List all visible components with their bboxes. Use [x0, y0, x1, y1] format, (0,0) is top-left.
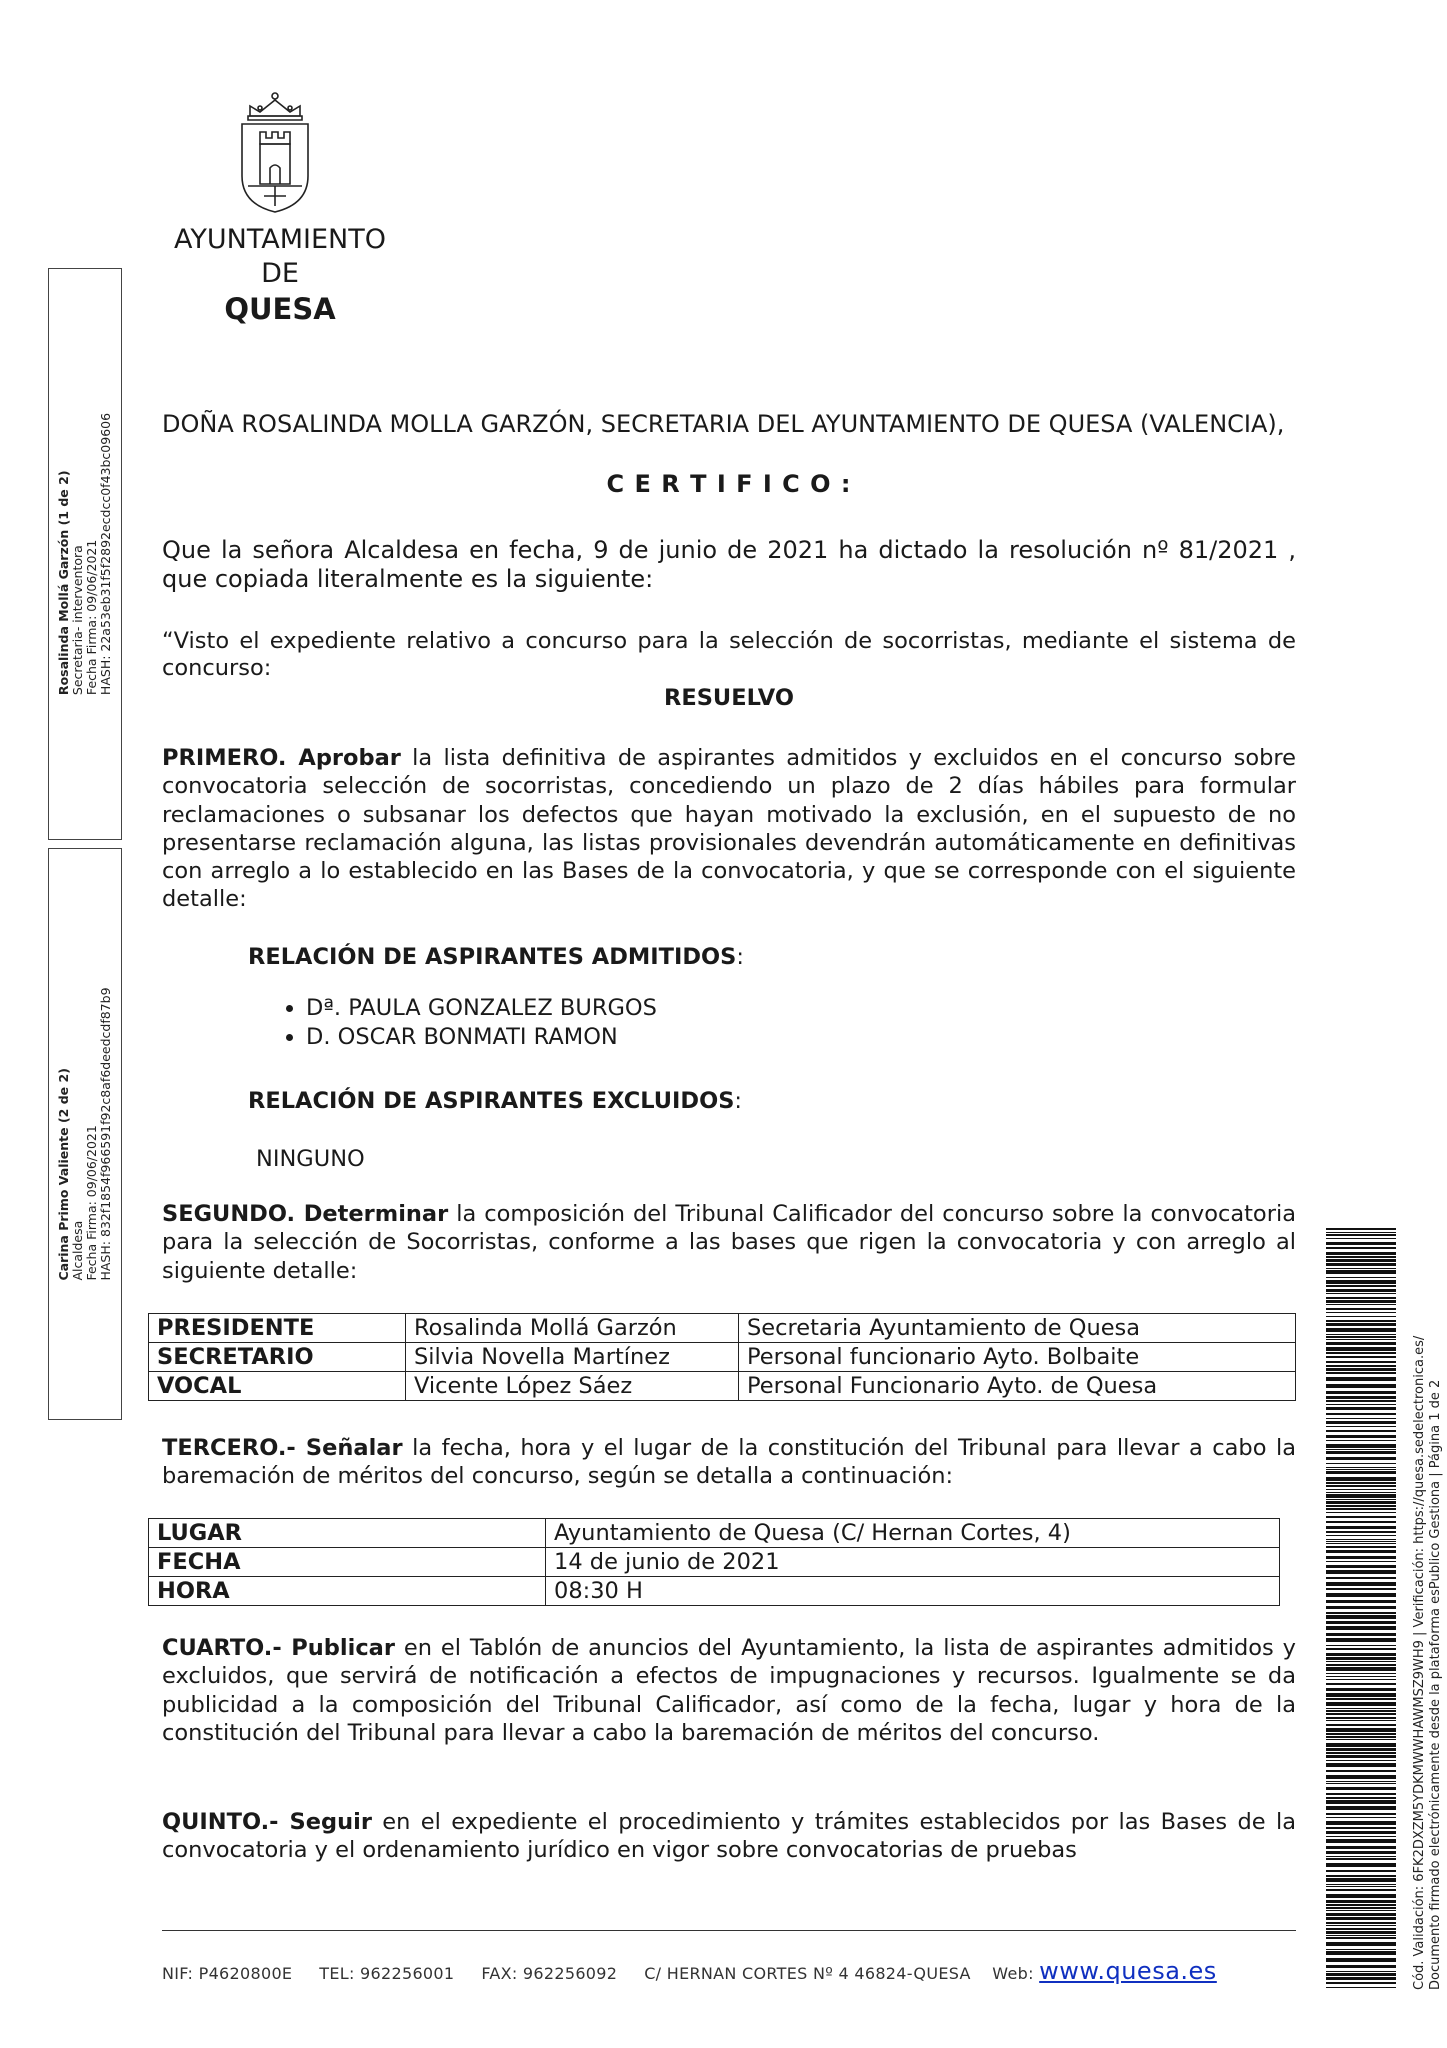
barcode-bar	[1326, 1270, 1396, 1274]
barcode-bar	[1326, 1797, 1396, 1799]
barcode-bar	[1326, 1904, 1396, 1906]
excluidos-heading	[248, 1088, 742, 1114]
barcode-bar	[1326, 1485, 1396, 1487]
admitidos-list	[248, 994, 657, 1052]
cuarto-label: CUARTO.- Publicar	[162, 1635, 395, 1661]
barcode-bar	[1326, 1942, 1396, 1946]
validation-text	[1412, 1336, 1444, 1990]
website-link[interactable]: www.quesa.es	[1039, 1957, 1217, 1985]
table-cell: Vicente López Sáez	[406, 1372, 739, 1401]
barcode-bar	[1326, 1550, 1396, 1553]
barcode-bar	[1326, 1285, 1396, 1287]
barcode-bar	[1326, 1463, 1396, 1464]
table-row	[149, 1314, 1296, 1343]
barcode-bar	[1326, 1365, 1396, 1367]
barcode-bar	[1326, 1312, 1396, 1313]
table-row	[149, 1577, 1280, 1606]
barcode-bar	[1326, 1577, 1396, 1579]
primero-text: la lista definitiva de aspirantes admitidos y excluidos en el concurso sobre convocatoria selección de socorristas, concediendo un plazo de 2 días hábiles para formular reclamaciones o subsanar los defectos que hayan motivado la exclusión, en el supuesto de no presentarse reclamación alguna, las listas provisionales devendrán automáticamente en definitivas con arreglo a lo establecido en las Bases de la convocatoria, y que se corresponde con el siguiente detalle:	[162, 745, 1297, 913]
barcode-bar	[1326, 1664, 1396, 1666]
barcode-bar	[1326, 1277, 1396, 1278]
barcode-bar	[1326, 1440, 1396, 1441]
barcode-bar	[1326, 1482, 1396, 1484]
barcode-bar	[1326, 1449, 1396, 1450]
barcode-bar	[1326, 1582, 1396, 1586]
barcode-bar	[1326, 1407, 1396, 1410]
barcode-bar	[1326, 1352, 1396, 1354]
barcode-bar	[1326, 1713, 1396, 1715]
footer-nif: NIF: P4620800E	[162, 1964, 293, 1983]
barcode-bar	[1326, 1477, 1396, 1481]
barcode-bar	[1326, 1698, 1396, 1700]
barcode-bar	[1326, 1870, 1396, 1872]
signature-date: Fecha Firma: 09/06/2021	[84, 539, 99, 696]
barcode-bar	[1326, 1928, 1396, 1930]
segundo-text: la composición del Tribunal Calificador del concurso sobre la convocatoria para la selección de Socorristas, conforme a las bases que rigen la convocatoria y con arreglo al siguiente detalle:	[162, 1201, 1296, 1284]
barcode-bar	[1326, 1626, 1396, 1630]
barcode-bar	[1326, 1435, 1396, 1438]
list-item: • D. OSCAR BONMATI RAMON	[306, 1023, 657, 1052]
admitidos-heading	[248, 944, 744, 970]
barcode-bar	[1326, 1800, 1396, 1804]
barcode-bar	[1326, 1683, 1396, 1685]
barcode-bar	[1326, 1667, 1396, 1671]
barcode-bar	[1326, 1400, 1396, 1402]
barcode-bar	[1326, 1280, 1396, 1284]
barcode-bar	[1326, 1426, 1396, 1427]
footer-tel: TEL: 962256001	[319, 1964, 455, 1983]
barcode-bar	[1326, 1494, 1396, 1498]
barcode-bar	[1326, 1268, 1396, 1269]
barcode-bar	[1326, 1856, 1396, 1857]
barcode-bar	[1326, 1839, 1396, 1843]
barcode-bar	[1326, 1965, 1396, 1968]
signer-role: Secretaria- interventora	[70, 545, 85, 696]
admitidos-heading-text: RELACIÓN DE ASPIRANTES ADMITIDOS	[248, 944, 737, 970]
tercero-text: la fecha, hora y el lugar de la constitución del Tribunal para llevar a cabo la baremación de méritos del concurso, según se detalla a continuación:	[162, 1435, 1296, 1490]
barcode-bar	[1326, 1858, 1396, 1860]
colon: :	[736, 944, 744, 970]
table-cell: LUGAR	[149, 1519, 546, 1548]
tercero-label: TERCERO.- Señalar	[162, 1435, 403, 1461]
segundo-label: SEGUNDO. Determinar	[162, 1201, 449, 1227]
barcode-bar	[1326, 1813, 1396, 1815]
barcode-bar	[1326, 1931, 1396, 1934]
paragraph-cuarto	[162, 1634, 1296, 1747]
table-cell: 08:30 H	[546, 1577, 1280, 1606]
coat-of-arms-icon	[230, 86, 320, 216]
list-item: • Dª. PAULA GONZALEZ BURGOS	[306, 994, 657, 1023]
tribunal-table	[148, 1313, 1296, 1401]
signer-name: Carina Primo Valiente (2 de 2)	[56, 1068, 71, 1281]
validation-line: Documento firmado electrónicamente desde la plataforma esPublico Gestiona | Página 1 de 2	[1428, 1379, 1443, 1990]
table-cell: SECRETARIO	[149, 1343, 406, 1372]
barcode-bar	[1326, 1982, 1396, 1984]
barcode-bar	[1326, 1633, 1396, 1636]
barcode-bar	[1326, 1531, 1396, 1533]
barcode-bar	[1326, 1736, 1396, 1738]
barcode-bar	[1326, 1228, 1396, 1230]
barcode-bar	[1326, 1543, 1396, 1544]
ninguno-text: NINGUNO	[256, 1146, 365, 1172]
barcode-bar	[1326, 1471, 1396, 1474]
barcode-bar	[1326, 1546, 1396, 1548]
paragraph-resolution: Que la señora Alcaldesa en fecha, 9 de junio de 2021 ha dictado la resolución nº 81/2021 , que copiada literalmente es la siguiente:	[162, 536, 1296, 593]
barcode-bar	[1326, 1886, 1396, 1887]
barcode-bar	[1326, 1556, 1396, 1559]
primero-label: PRIMERO. Aprobar	[162, 745, 401, 771]
barcode-bar	[1326, 1787, 1396, 1790]
barcode-bar	[1326, 1565, 1396, 1568]
table-cell: Personal Funcionario Ayto. de Quesa	[739, 1372, 1296, 1401]
barcode-bar	[1326, 1653, 1396, 1656]
barcode-icon	[1326, 1228, 1396, 1988]
barcode-bar	[1326, 1770, 1396, 1772]
barcode-bar	[1326, 1720, 1396, 1721]
barcode-bar	[1326, 1320, 1396, 1322]
paragraph-visto: “Visto el expediente relativo a concurso para la selección de socorristas, mediante el sistema de concurso:	[162, 628, 1296, 681]
signer-role: Alcaldesa	[70, 1220, 85, 1281]
barcode-bar	[1326, 1937, 1396, 1939]
barcode-bar	[1326, 1661, 1396, 1662]
barcode-bar	[1326, 1763, 1396, 1767]
barcode-bar	[1326, 1501, 1396, 1504]
barcode-bar	[1326, 1539, 1396, 1540]
signature-box-2	[48, 848, 122, 1420]
barcode-bar	[1326, 1973, 1396, 1976]
resuelvo-heading: RESUELVO	[664, 685, 794, 711]
barcode-bar	[1326, 1336, 1396, 1338]
barcode-bar	[1326, 1469, 1396, 1470]
barcode-bar	[1326, 1300, 1396, 1303]
barcode-bar	[1326, 1863, 1396, 1867]
barcode-bar	[1326, 1987, 1396, 1988]
org-name-line1: AYUNTAMIENTO	[174, 224, 386, 255]
barcode-bar	[1326, 1304, 1396, 1305]
footer-address: C/ HERNAN CORTES Nº 4 46824-QUESA	[644, 1964, 971, 1983]
barcode-bar	[1326, 1702, 1396, 1706]
signature-hash: HASH: 22a53eb31f5f2892ecdcc0f43bc09606	[98, 412, 113, 696]
table-cell: Rosalinda Mollá Garzón	[406, 1314, 739, 1343]
barcode-bar	[1326, 1977, 1396, 1980]
barcode-bar	[1326, 1783, 1396, 1784]
barcode-bar	[1326, 1657, 1396, 1660]
barcode-bar	[1326, 1396, 1396, 1399]
barcode-bar	[1326, 1505, 1396, 1507]
quinto-text: en el expediente el procedimiento y trámites establecidos por las Bases de la convocatoria y el ordenamiento jurídico en vigor sobre convocatorias de pruebas	[162, 1809, 1297, 1864]
barcode-bar	[1326, 1755, 1396, 1758]
barcode-bar	[1326, 1621, 1396, 1624]
table-cell: Silvia Novella Martínez	[406, 1343, 739, 1372]
footer-divider	[162, 1930, 1296, 1931]
barcode-bar	[1326, 1739, 1396, 1740]
barcode-bar	[1326, 1925, 1396, 1926]
barcode-bar	[1326, 1673, 1396, 1674]
barcode-bar	[1326, 1958, 1396, 1962]
table-cell: Personal funcionario Ayto. Bolbaite	[739, 1343, 1296, 1372]
barcode-bar	[1326, 1541, 1396, 1542]
table-row	[149, 1548, 1280, 1577]
barcode-bar	[1326, 1256, 1396, 1258]
barcode-bar	[1326, 1404, 1396, 1405]
intro-paragraph: DOÑA ROSALINDA MOLLA GARZÓN, SECRETARIA DEL AYUNTAMIENTO DE QUESA (VALENCIA),	[162, 410, 1285, 438]
barcode-bar	[1326, 1242, 1396, 1245]
barcode-bar	[1326, 1372, 1396, 1374]
signature-hash: HASH: 832f1854f966591f92c8af6deedcdf87b9	[98, 987, 113, 1281]
barcode-bar	[1326, 1232, 1396, 1233]
barcode-bar	[1326, 1308, 1396, 1310]
barcode-bar	[1326, 1724, 1396, 1726]
barcode-bar	[1326, 1535, 1396, 1536]
barcode-bar	[1326, 1377, 1396, 1381]
barcode-bar	[1326, 1347, 1396, 1351]
barcode-bar	[1326, 1743, 1396, 1747]
barcode-bar	[1326, 1606, 1396, 1609]
barcode-bar	[1326, 1827, 1396, 1829]
barcode-bar	[1326, 1831, 1396, 1834]
barcode-bar	[1326, 1638, 1396, 1642]
barcode-bar	[1326, 1512, 1396, 1513]
paragraph-tercero	[162, 1434, 1296, 1491]
barcode-bar	[1326, 1878, 1396, 1882]
table-cell: Ayuntamiento de Quesa (C/ Hernan Cortes, 4)	[546, 1519, 1280, 1548]
barcode-bar	[1326, 1418, 1396, 1419]
paragraph-quinto	[162, 1808, 1296, 1865]
barcode-bar	[1326, 1289, 1396, 1292]
barcode-bar	[1326, 1615, 1396, 1619]
barcode-bar	[1326, 1391, 1396, 1394]
barcode-bar	[1326, 1457, 1396, 1460]
table-row	[149, 1343, 1296, 1372]
barcode-bar	[1326, 1806, 1396, 1810]
barcode-bar	[1326, 1430, 1396, 1432]
excluidos-heading-text: RELACIÓN DE ASPIRANTES EXCLUIDOS	[248, 1088, 735, 1114]
barcode-bar	[1326, 1889, 1396, 1891]
barcode-bar	[1326, 1492, 1396, 1493]
barcode-bar	[1326, 1499, 1396, 1500]
lugar-table	[148, 1518, 1280, 1606]
barcode-bar	[1326, 1676, 1396, 1677]
barcode-bar	[1326, 1748, 1396, 1751]
barcode-bar	[1326, 1413, 1396, 1415]
barcode-bar	[1326, 1949, 1396, 1950]
certifico-heading: C E R T I F I C O :	[606, 470, 852, 498]
table-cell: PRESIDENTE	[149, 1314, 406, 1343]
paragraph-primero	[162, 744, 1296, 914]
barcode-bar	[1326, 1316, 1396, 1317]
barcode-bar	[1326, 1875, 1396, 1877]
barcode-bar	[1326, 1334, 1396, 1335]
barcode-bar	[1326, 1717, 1396, 1719]
barcode-bar	[1326, 1339, 1396, 1340]
signature-date: Fecha Firma: 09/06/2021	[84, 1125, 99, 1281]
barcode-bar	[1326, 1570, 1396, 1574]
barcode-bar	[1326, 1588, 1396, 1590]
barcode-bar	[1326, 1708, 1396, 1709]
validation-line: Cód. Validación: 6FK2DXZM5YDKMWWHAWMSZ9WH9 | Verificación: https://quesa.sedelectronica.es/	[1412, 1335, 1427, 1990]
barcode-bar	[1326, 1521, 1396, 1523]
barcode-bar	[1326, 1293, 1396, 1294]
barcode-bar	[1326, 1917, 1396, 1920]
barcode-bar	[1326, 1342, 1396, 1345]
footer-web-label: Web:	[992, 1964, 1034, 1983]
barcode-bar	[1326, 1693, 1396, 1697]
barcode-bar	[1326, 1328, 1396, 1332]
barcode-bar	[1326, 1688, 1396, 1691]
barcode-bar	[1326, 1238, 1396, 1239]
org-name-line3: QUESA	[224, 292, 336, 326]
barcode-bar	[1326, 1489, 1396, 1490]
barcode-bar	[1326, 1900, 1396, 1903]
barcode-bar	[1326, 1894, 1396, 1898]
barcode-bar	[1326, 1234, 1396, 1236]
table-cell: FECHA	[149, 1548, 546, 1577]
barcode-bar	[1326, 1526, 1396, 1529]
barcode-bar	[1326, 1679, 1396, 1680]
barcode-bar	[1326, 1775, 1396, 1779]
barcode-bar	[1326, 1467, 1396, 1468]
barcode-bar	[1326, 1851, 1396, 1854]
barcode-bar	[1326, 1760, 1396, 1761]
barcode-bar	[1326, 1361, 1396, 1363]
barcode-bar	[1326, 1263, 1396, 1266]
barcode-bar	[1326, 1846, 1396, 1849]
barcode-bar	[1326, 1600, 1396, 1603]
barcode-bar	[1326, 1781, 1396, 1782]
barcode-bar	[1326, 1728, 1396, 1732]
paragraph-segundo	[162, 1200, 1296, 1285]
barcode-bar	[1326, 1421, 1396, 1424]
barcode-bar	[1326, 1935, 1396, 1936]
barcode-bar	[1326, 1247, 1396, 1249]
barcode-bar	[1326, 1323, 1396, 1326]
barcode-bar	[1326, 1593, 1396, 1597]
barcode-bar	[1326, 1356, 1396, 1358]
footer-fax: FAX: 962256092	[481, 1964, 618, 1983]
barcode-bar	[1326, 1821, 1396, 1825]
barcode-bar	[1326, 1444, 1396, 1448]
barcode-bar	[1326, 1836, 1396, 1837]
footer	[162, 1957, 1217, 1985]
colon: :	[734, 1088, 743, 1114]
table-cell: VOCAL	[149, 1372, 406, 1401]
barcode-bar	[1326, 1922, 1396, 1924]
barcode-bar	[1326, 1884, 1396, 1885]
barcode-bar	[1326, 1516, 1396, 1518]
barcode-bar	[1326, 1368, 1396, 1371]
barcode-bar	[1326, 1752, 1396, 1754]
barcode-bar	[1326, 1910, 1396, 1911]
barcode-bar	[1326, 1612, 1396, 1614]
barcode-bar	[1326, 1951, 1396, 1955]
quinto-label: QUINTO.- Seguir	[162, 1809, 372, 1835]
barcode-bar	[1326, 1733, 1396, 1735]
barcode-bar	[1326, 1793, 1396, 1795]
barcode-bar	[1326, 1508, 1396, 1510]
org-name-line2: DE	[261, 258, 299, 289]
barcode-bar	[1326, 1451, 1396, 1454]
barcode-bar	[1326, 1259, 1396, 1262]
barcode-bar	[1326, 1384, 1396, 1388]
barcode-bar	[1326, 1913, 1396, 1916]
barcode-bar	[1326, 1297, 1396, 1299]
signer-name: Rosalinda Mollá Garzón (1 de 2)	[56, 470, 71, 696]
barcode-bar	[1326, 1252, 1396, 1255]
table-row	[149, 1519, 1280, 1548]
table-cell: HORA	[149, 1577, 546, 1606]
signature-box-1	[48, 268, 122, 840]
barcode-bar	[1326, 1817, 1396, 1818]
table-cell: 14 de junio de 2021	[546, 1548, 1280, 1577]
barcode-bar	[1326, 1648, 1396, 1650]
table-cell: Secretaria Ayuntamiento de Quesa	[739, 1314, 1296, 1343]
barcode-bar	[1326, 1561, 1396, 1562]
barcode-bar	[1326, 1645, 1396, 1646]
table-row	[149, 1372, 1296, 1401]
cuarto-text: en el Tablón de anuncios del Ayuntamiento, la lista de aspirantes admitidos y excluidos, que servirá de notificación a efectos de impugnaciones y recursos. Igualmente se da publicidad a la composición del Tribunal Calificador, así como de la fecha, lugar y hora de la constitución del Tribunal para llevar a cabo la baremación de méritos del concurso.	[162, 1635, 1296, 1746]
barcode-bar	[1326, 1971, 1396, 1972]
barcode-bar	[1326, 1907, 1396, 1909]
barcode-bar	[1326, 1710, 1396, 1712]
